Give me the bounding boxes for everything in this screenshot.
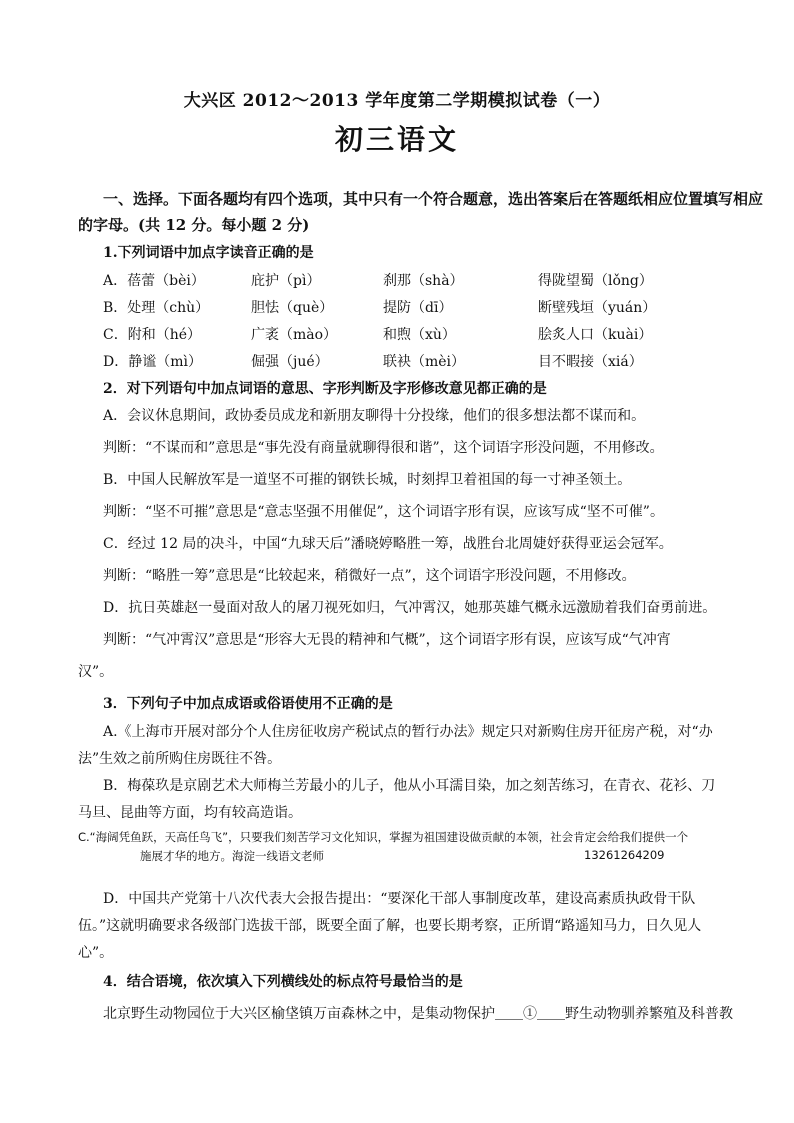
question-3-option-b-line1: B．梅葆玖是京剧艺术大师梅兰芳最小的儿子，他从小耳濡目染，加之刻苦练习，在青衣、花衫、刀	[103, 778, 716, 794]
question-3-option-c-line1: C.“海阔凭鱼跃，天高任鸟飞”，只要我们刻苦学习文化知识，掌握为祖国建设做贡献的本领，社会肯定会给我们提供一个	[78, 830, 689, 844]
question-2-judgement-d-line2: 汉”。	[78, 664, 114, 680]
option-word: C．附和（hé）	[103, 327, 202, 343]
passage-text: 野生动物驯养繁殖及科普教	[565, 1006, 733, 1022]
question-2-judgement-d-line1: 判断：“气冲霄汉”意思是“形容大无畏的精神和气概”，这个词语字形有误，应该写成“气冲宵	[103, 632, 671, 648]
option-word: 提防（dī）	[383, 300, 453, 316]
option-word: 倔强（jué）	[251, 354, 329, 370]
question-3-stem: 3．下列句子中加点成语或俗语使用不正确的是	[103, 696, 393, 712]
question-2-judgement-b: 判断：“坚不可摧”意思是“意志坚强不用催促”，这个词语字形有误，应该写成“坚不可催”。	[103, 504, 664, 520]
option-word: 刹那（shà）	[383, 273, 464, 289]
question-2-judgement-a: 判断：“不谋而和”意思是“事先没有商量就聊得很和谐”，这个词语字形没问题，不用修改。	[103, 440, 664, 456]
question-2-option-d: D．抗日英雄赵一曼面对敌人的屠刀视死如归，气冲霄汉，她那英雄气概永远激励着我们奋勇前进。	[103, 600, 717, 616]
question-2-option-a: A．会议休息期间，政协委员成龙和新朋友聊得十分投缘，他们的很多想法都不谋而和。	[103, 408, 646, 424]
phone-number: 13261264209	[584, 848, 665, 862]
question-1-stem: 1.下列词语中加点字读音正确的是	[103, 245, 314, 261]
question-4-passage-line1	[103, 1003, 733, 1023]
question-3-option-c-line2: 施展才华的地方。海淀一线语文老师	[140, 849, 324, 863]
exam-title: 大兴区 2012～2013 学年度第二学期模拟试卷（一）	[183, 91, 611, 111]
question-2-option-b: B．中国人民解放军是一道坚不可摧的钢铁长城，时刻捍卫着祖国的每一寸神圣领土。	[103, 472, 632, 488]
question-2-option-c: C．经过 12 局的决斗，中国“九球天后”潘晓婷略胜一筹，战胜台北周婕妤获得亚运会冠军。	[103, 536, 673, 552]
option-word: 庇护（pì）	[251, 273, 321, 289]
option-word: 得陇望蜀（lǒng）	[538, 273, 653, 289]
blank-1: ＿＿①＿＿	[495, 1006, 565, 1022]
question-3-option-a-line1: A.《上海市开展对部分个人住房征收房产税试点的暂行办法》规定只对新购住房开征房产税，对“办	[103, 724, 713, 740]
option-word: 广袤（mào）	[251, 327, 338, 343]
option-word: A．蓓蕾（bèi）	[103, 273, 205, 289]
question-3-option-d-line1: D．中国共产党第十八次代表大会报告提出：“要深化干部人事制度改革，建设高素质执政骨干队	[103, 891, 696, 907]
option-word: 联袂（mèi）	[383, 354, 466, 370]
question-3-option-d-line3: 心”。	[78, 945, 114, 961]
option-word: D．静谧（mì）	[103, 354, 202, 370]
option-word: 断壁残垣（yuán）	[538, 300, 657, 316]
question-2-stem: 2．对下列语句中加点词语的意思、字形判断及字形修改意见都正确的是	[103, 381, 547, 397]
section-instructions-line2: 的字母。(共 12 分。每小题 2 分)	[78, 216, 310, 234]
option-word: 和煦（xù）	[383, 327, 456, 343]
passage-text: 北京野生动物园位于大兴区榆垡镇万亩森林之中，是集动物保护	[103, 1006, 495, 1022]
question-3-option-a-line2: 法”生效之前所购住房既往不咎。	[78, 751, 282, 767]
section-instructions-line1: 一、选择。下面各题均有四个选项，其中只有一个符合题意，选出答案后在答题纸相应位置填写相应	[103, 190, 764, 208]
question-3-option-b-line2: 马旦、昆曲等方面，均有较高造诣。	[78, 805, 302, 821]
option-word: 胆怯（què）	[251, 300, 334, 316]
subject-title: 初三语文	[334, 123, 459, 156]
option-word: 目不暇接（xiá）	[538, 354, 643, 370]
question-4-stem: 4．结合语境，依次填入下列横线处的标点符号最恰当的是	[103, 974, 463, 990]
option-word: 脍炙人口（kuài）	[538, 327, 653, 343]
question-3-option-d-line2: 伍。”这就明确要求各级部门选拔干部，既要全面了解，也要长期考察，正所谓“路遥知马力，日久见人	[78, 918, 702, 934]
option-word: B．处理（chù）	[103, 300, 210, 316]
question-2-judgement-c: 判断：“略胜一筹”意思是“比较起来，稍微好一点”，这个词语字形没问题，不用修改。	[103, 568, 636, 584]
